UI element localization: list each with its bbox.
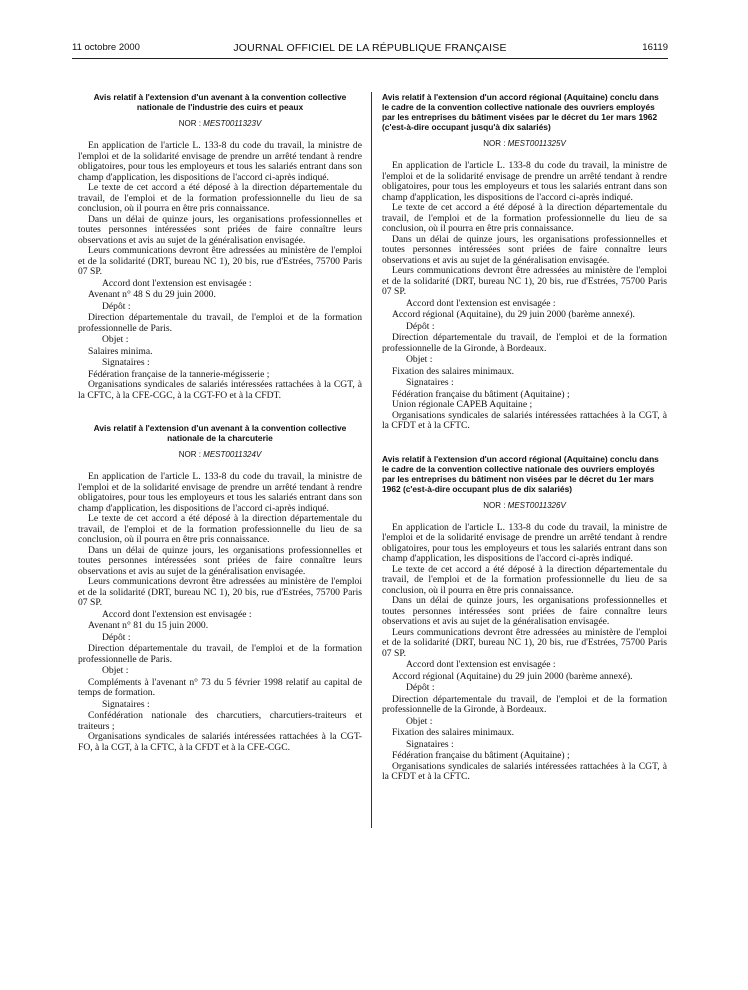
field-value: Accord régional (Aquitaine), du 29 juin 2000 (barème annexé). xyxy=(392,309,635,320)
field-value: Salaires minima. xyxy=(88,345,153,357)
paragraph: En application de l'article L. 133-8 du code du travail, la ministre de l'emploi et de la solidarité envisage de prendre un arrêté tendant à rendre obligatoires, pour tous les employeurs et tous les salariés entrant dans son champ d'application, les dispositions de l'accord ci-après indiqué. xyxy=(78,140,362,183)
field-value: Fédération française du bâtiment (Aquitaine) ; xyxy=(392,750,570,761)
nor-reference xyxy=(382,138,667,149)
field-value: Union régionale CAPEB Aquitaine ; xyxy=(392,399,533,410)
nor-label: NOR : xyxy=(483,500,506,510)
nor-code: MEST0011325V xyxy=(507,139,566,148)
paragraph: Leurs communications devront être adressées au ministère de l'emploi et de la solidarité (DRT, bureau NC 1), 20 bis, rue d'Estrées, 75700 Paris 07 SP. xyxy=(78,576,362,608)
field-value: Avenant n° 81 du 15 juin 2000. xyxy=(88,620,209,631)
journal-title: JOURNAL OFFICIEL DE LA RÉPUBLIQUE FRANÇAISE xyxy=(233,42,507,54)
left-column xyxy=(78,92,362,753)
page-number: 16119 xyxy=(642,42,668,53)
field-label: Accord dont l'extension est envisagée : xyxy=(102,608,252,620)
field-label: Signataires : xyxy=(406,738,454,750)
paragraph: Dans un délai de quinze jours, les organisations professionnelles et toutes personnes intéressées sont priées de faire connaître leurs observations et avis au sujet de la généralisation envisagée. xyxy=(78,213,362,246)
field-value: Fixation des salaires minimaux. xyxy=(392,727,515,738)
nor-code: MEST0011326V xyxy=(507,500,566,510)
nor-label: NOR : xyxy=(178,119,201,128)
field-value: Organisations syndicales de salariés intéressées rattachées à la CGT, à la CFDT et à la CFTC. xyxy=(382,760,667,782)
field-label: Dépôt : xyxy=(406,320,435,332)
header-rule xyxy=(72,58,668,59)
notice-title: Avis relatif à l'extension d'un avenant à la convention collective nationale de l'industrie des cuirs et peaux xyxy=(93,92,347,112)
nor-reference xyxy=(78,118,362,129)
field-value: Avenant n° 48 S du 29 juin 2000. xyxy=(88,289,216,300)
issue-date: 11 octobre 2000 xyxy=(72,42,140,53)
paragraph: En application de l'article L. 133-8 du code du travail, la ministre de l'emploi et de la solidarité envisage de prendre un arrêté tendant à rendre obligatoires, pour tous les employeurs et tous les salariés entrant dans son champ d'application, les dispositions de l'accord ci-après indiqué. xyxy=(382,521,667,564)
field-label: Objet : xyxy=(102,665,129,676)
field-value: Organisations syndicales de salariés intéressées rattachées à la CGT, à la CFTC, à la CFE-CGC, à la CGT-FO et à la CFDT. xyxy=(78,379,362,401)
paragraph: Le texte de cet accord a été déposé à la direction départementale du travail, de l'emploi et de la formation professionnelle du lieu de sa conclusion, où il pourra en être pris connaissance. xyxy=(78,182,362,214)
field-value: Confédération nationale des charcutiers, charcutiers-traiteurs et traiteurs ; xyxy=(78,710,362,732)
field-label: Signataires : xyxy=(406,377,454,388)
field-value: Direction départementale du travail, de l'emploi et de la formation professionnelle de la Gironde, à Bordeaux. xyxy=(382,693,667,715)
paragraph: Dans un délai de quinze jours, les organisations professionnelles et toutes personnes intéressées sont priées de faire connaître leurs observations et avis au sujet de la généralisation envisagée. xyxy=(382,233,667,266)
field-value: Organisations syndicales de salariés intéressées rattachées à la CGT, à la CFDT et à la CFTC. xyxy=(382,409,667,431)
column-divider xyxy=(371,92,372,828)
field-value: Fédération française du bâtiment (Aquitaine) ; xyxy=(392,388,570,400)
notice-title: Avis relatif à l'extension d'un avenant à la convention collective nationale de la charcuterie xyxy=(93,423,347,443)
field-label: Objet : xyxy=(406,715,433,727)
nor-reference xyxy=(78,449,362,460)
field-value: Compléments à l'avenant n° 73 du 5 février 1998 relatif au capital de temps de formation. xyxy=(78,676,362,698)
paragraph: En application de l'article L. 133-8 du code du travail, la ministre de l'emploi et de la solidarité envisage de prendre un arrêté tendant à rendre obligatoires, pour tous les employeurs et tous les salariés entrant dans son champ d'application, les dispositions de l'accord ci-après indiqué. xyxy=(382,160,667,203)
nor-code: MEST0011323V xyxy=(203,119,262,128)
field-label: Accord dont l'extension est envisagée : xyxy=(406,659,556,670)
field-label: Signataires : xyxy=(102,357,150,368)
field-value: Accord régional (Aquitaine) du 29 juin 2000 (barème annexé). xyxy=(392,670,633,682)
field-value: Direction départementale du travail, de l'emploi et de la formation professionnelle de Paris. xyxy=(78,312,362,334)
paragraph: Dans un délai de quinze jours, les organisations professionnelles et toutes personnes intéressées sont priées de faire connaître leurs observations et avis au sujet de la généralisation envisagée. xyxy=(382,595,667,627)
field-value: Fédération française de la tannerie-mégisserie ; xyxy=(88,368,270,380)
paragraph: Leurs communications devront être adressées au ministère de l'emploi et de la solidarité (DRT, bureau NC 1), 20 bis, rue d'Estrées, 75700 Paris 07 SP. xyxy=(78,245,362,277)
paragraph: Le texte de cet accord a été déposé à la direction départementale du travail, de l'emploi et de la formation professionnelle du lieu de sa conclusion, où il pourra en être pris connaissance. xyxy=(78,513,362,545)
nor-reference xyxy=(382,500,667,511)
notice-title: Avis relatif à l'extension d'un accord régional (Aquitaine) conclu dans le cadre de la convention collective nationale des ouvriers employés par les entreprises du bâtiment non visées par le décret du 1er mars 1962 (c'est-à-dire occupant plus de dix salariés) xyxy=(382,453,659,494)
notice-charcuterie xyxy=(78,423,362,753)
paragraph: Leurs communications devront être adressées au ministère de l'emploi et de la solidarité (DRT, bureau NC 1), 20 bis, rue d'Estrées, 75700 Paris 07 SP. xyxy=(382,265,667,297)
field-label: Accord dont l'extension est envisagée : xyxy=(102,277,252,289)
paragraph: Le texte de cet accord a été déposé à la direction départementale du travail, de l'emploi et de la formation professionnelle du lieu de sa conclusion, où il pourra en être pris connaissance. xyxy=(382,563,667,596)
notice-cuirs-peaux xyxy=(78,92,362,401)
paragraph: Le texte de cet accord a été déposé à la direction départementale du travail, de l'emploi et de la formation professionnelle du lieu de sa conclusion, où il pourra en être pris connaissance. xyxy=(382,202,667,234)
nor-label: NOR : xyxy=(178,450,201,459)
field-label: Accord dont l'extension est envisagée : xyxy=(406,297,556,309)
running-header xyxy=(72,42,668,56)
field-label: Dépôt : xyxy=(102,300,131,312)
paragraph: En application de l'article L. 133-8 du code du travail, la ministre de l'emploi et de la solidarité envisage de prendre un arrêté tendant à rendre obligatoires, pour tous les employeurs et tous les salariés entrant dans son champ d'application, les dispositions de l'accord ci-après indiqué. xyxy=(78,471,362,514)
field-value: Fixation des salaires minimaux. xyxy=(392,365,515,377)
paragraph: Dans un délai de quinze jours, les organisations professionnelles et toutes personnes intéressées sont priées de faire connaître leurs observations et avis au sujet de la généralisation envisagée. xyxy=(78,544,362,577)
nor-code: MEST0011324V xyxy=(203,450,262,459)
field-value: Direction départementale du travail, de l'emploi et de la formation professionnelle de la Gironde, à Bordeaux. xyxy=(382,332,667,354)
field-label: Signataires : xyxy=(102,698,150,710)
field-label: Objet : xyxy=(406,354,433,365)
field-label: Dépôt : xyxy=(102,631,131,643)
nor-label: NOR : xyxy=(483,139,506,148)
field-label: Objet : xyxy=(102,334,129,345)
field-label: Dépôt : xyxy=(406,682,435,693)
notice-aquitaine-jusqu-a-dix xyxy=(382,92,667,432)
notice-aquitaine-plus-de-dix xyxy=(382,454,667,783)
paragraph: Leurs communications devront être adressées au ministère de l'emploi et de la solidarité (DRT, bureau NC 1), 20 bis, rue d'Estrées, 75700 Paris 07 SP. xyxy=(382,626,667,659)
notice-title: Avis relatif à l'extension d'un accord régional (Aquitaine) conclu dans le cadre de la convention collective nationale des ouvriers employés par les entreprises du bâtiment visées par le décret du 1er mars 1962 (c'est-à-dire occupant jusqu'à dix salariés) xyxy=(382,92,659,132)
right-column xyxy=(382,92,667,783)
field-value: Direction départementale du travail, de l'emploi et de la formation professionnelle de Paris. xyxy=(78,643,362,665)
field-value: Organisations syndicales de salariés intéressées rattachées à la CGT-FO, à la CGT, à la CFTC, à la CFDT et à la CFE-CGC. xyxy=(78,731,362,753)
